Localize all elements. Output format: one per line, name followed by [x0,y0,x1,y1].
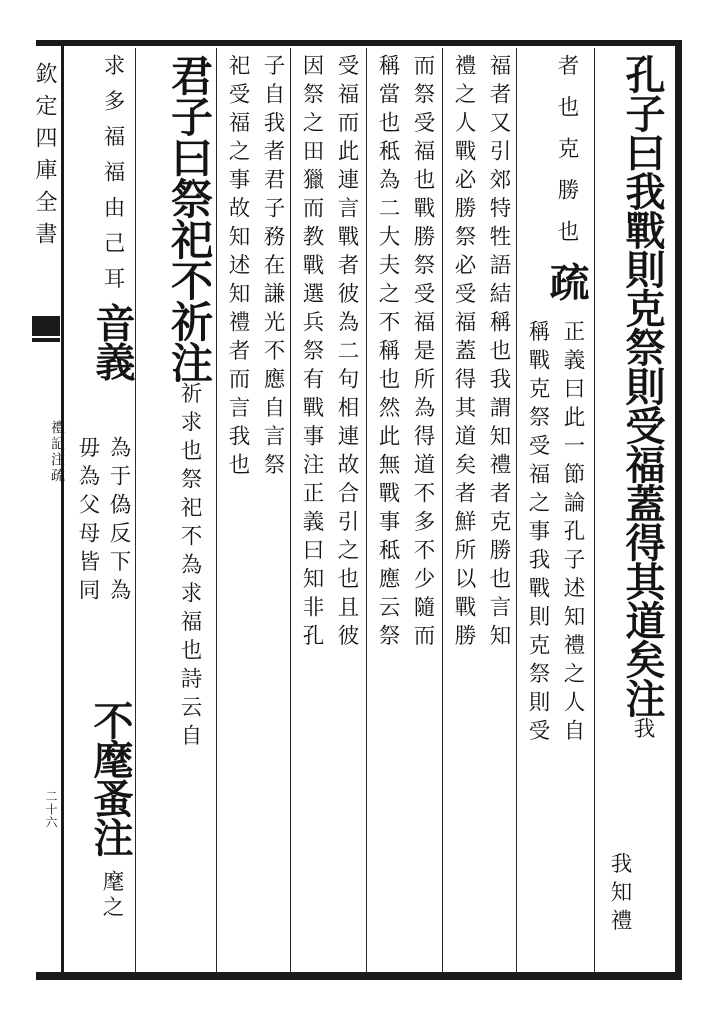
commentary-line: 稱當也秪為二大夫之不稱也然此無戰事秪應云祭 [375,54,400,653]
main-text: 不麾蚤注 [87,700,134,856]
commentary-marker: 疏 [543,261,590,301]
commentary-line: 子自我者君子務在謙光不應自言祭 [260,54,285,482]
annotation-text: 祈求也祭祀不為求福也詩云自 [177,382,202,753]
column-annotation [72,54,136,454]
column-phonetic-pair [72,436,134,696]
column-rule [290,48,291,972]
fishtail-mark [32,316,60,336]
phonetic-line: 毋為父母皆同 [75,436,100,607]
annotation-text: 我知禮 [607,852,632,938]
column-rule [135,48,136,972]
column-commentary-pair [370,54,440,966]
annotation-text: 者也克勝也 [554,54,579,262]
column-rule [442,48,443,972]
main-text: 君子曰祭祀不祈注 [165,54,214,382]
book-title: 禮記注疏 [49,420,65,484]
commentary-line: 禮之人戰必勝祭必受福蓋得其道矣者鮮所以戰勝 [451,54,476,653]
column-annotation-tail [602,852,632,962]
phonetic-marker: 音義 [89,302,136,381]
column-rule [516,48,517,972]
commentary-line: 因祭之田獵而教戰選兵祭有戰事注正義曰知非孔 [299,54,324,653]
page-number: 二十六 [44,790,58,829]
commentary-line: 正義曰此一節論孔子述知禮之人自 [560,320,585,748]
column-annotation-tail [94,870,124,960]
commentary-line: 祀受福之事故知述知禮者而言我也 [225,54,250,482]
fishtail-mark-rule [32,338,60,342]
commentary-line: 稱戰克祭受福之事我戰則克祭則受 [525,320,550,748]
column-main-text [602,54,666,966]
annotation-text: 求多福福由己耳 [100,54,125,303]
column-commentary-pair [294,54,364,966]
column-commentary-pair [520,320,590,970]
commentary-line: 受福而此連言戰者彼為二句相連故合引之也且彼 [334,54,359,653]
column-commentary-pair [446,54,516,966]
annotation-text: 麾之 [99,870,124,921]
column-rule [366,48,367,972]
column-rule [594,48,595,972]
column-commentary-pair [220,54,290,966]
main-text: 孔子曰我戰則克祭則受福蓋得其道矣注 [619,54,666,717]
series-title: 欽定四庫全書 [32,62,57,254]
annotation-text: 我 [630,717,655,746]
column-rule [216,48,217,972]
commentary-line: 而祭受福也戰勝祭受福是所為得道不多不少隨而 [410,54,435,653]
bottom-rule [36,972,682,975]
column-main-text [145,54,214,966]
phonetic-line: 為于偽反下為 [106,436,131,607]
commentary-line: 福者又引郊特牲語結稱也我謂知禮者克勝也言知 [486,54,511,653]
